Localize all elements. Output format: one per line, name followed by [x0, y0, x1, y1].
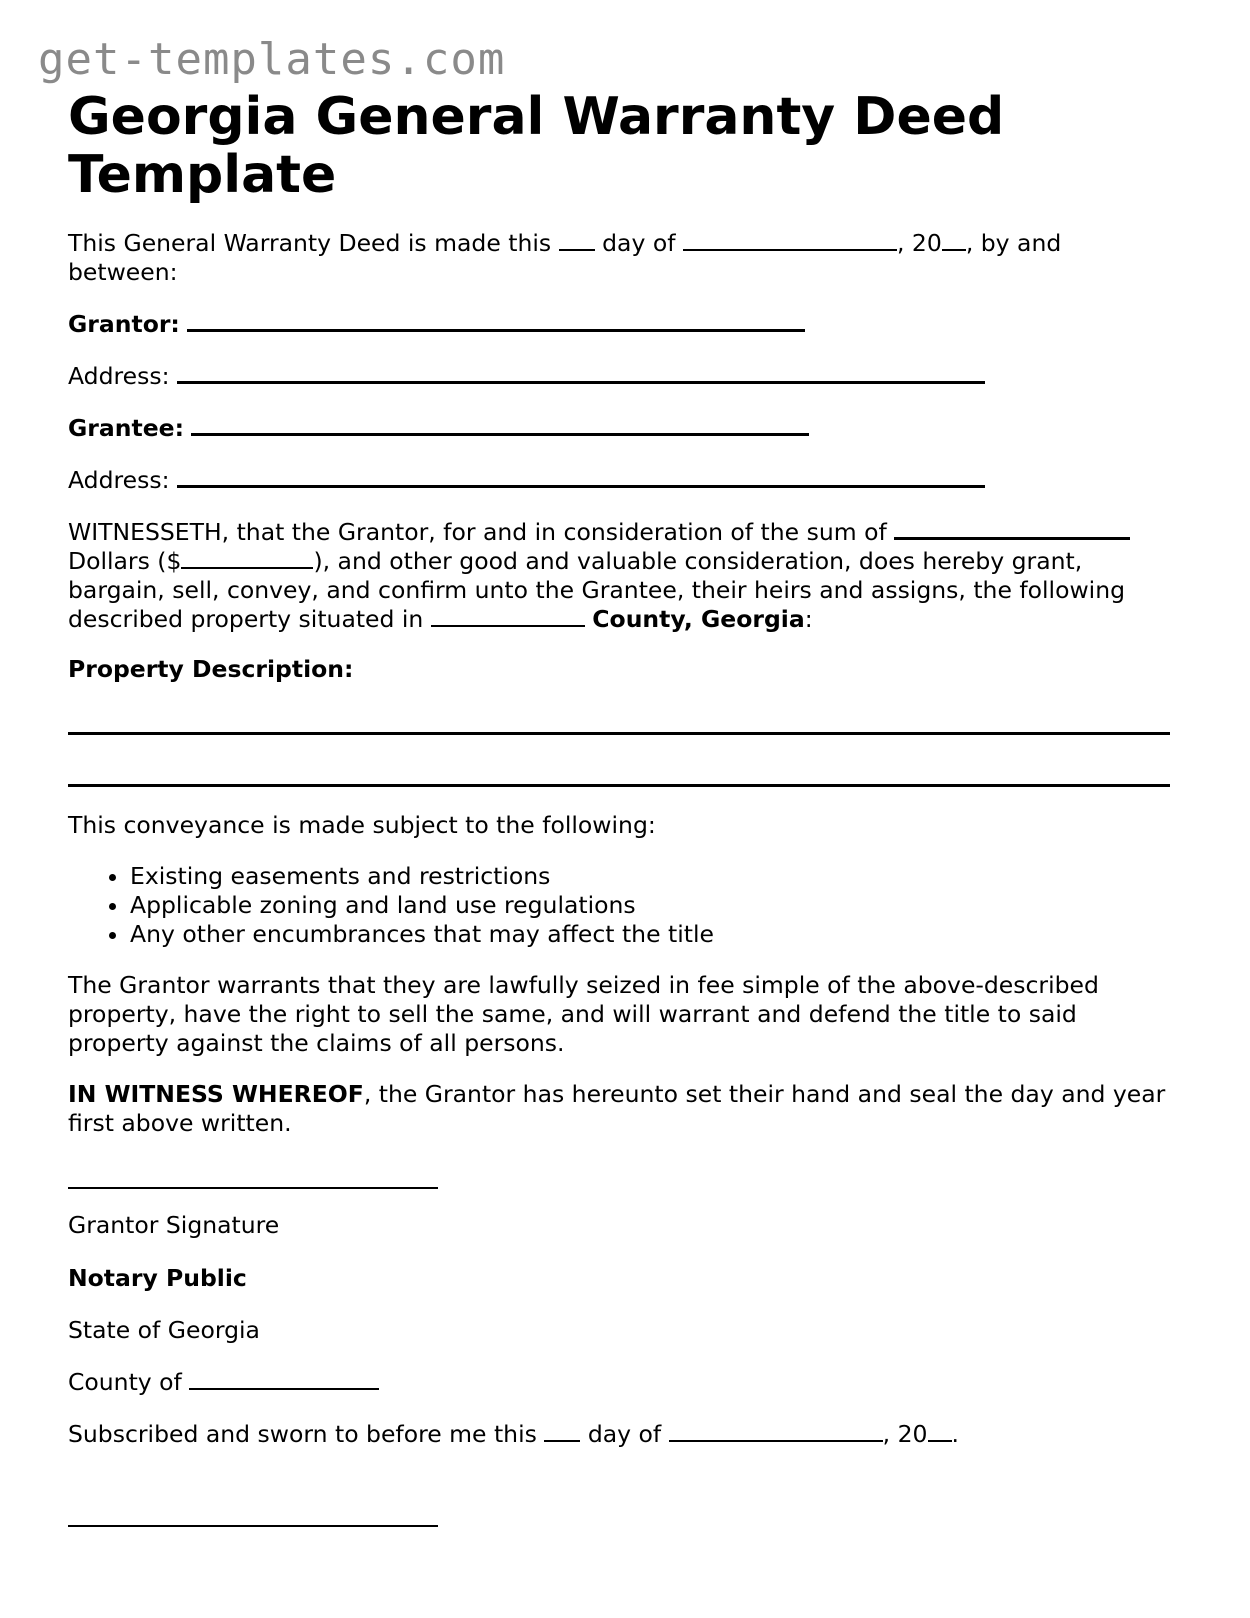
subject-list [68, 862, 1178, 949]
page-title: Georgia General Warranty Deed Template [68, 87, 1005, 205]
property-description-line-1[interactable] [68, 732, 1170, 735]
grantor-blank[interactable] [187, 328, 805, 332]
grantee-address-blank[interactable] [177, 484, 985, 488]
watermark: get-templates.com [38, 34, 506, 85]
grantee-blank[interactable] [191, 432, 809, 436]
county-blank[interactable] [431, 624, 585, 627]
grantor-address-label: Address: [68, 362, 170, 390]
notary-county-block [68, 1368, 1178, 1397]
year-blank[interactable] [942, 248, 966, 251]
grantor-line [68, 310, 1178, 339]
notary-year-blank[interactable] [928, 1439, 952, 1442]
intro-day-of: day of [602, 229, 676, 257]
county-georgia: County, Georgia [592, 605, 805, 633]
in-witness-bold: IN WITNESS WHEREOF [68, 1080, 364, 1108]
witnesseth-paragraph [68, 518, 1178, 634]
grantor-label: Grantor: [68, 310, 180, 338]
grantor-address-blank[interactable] [177, 380, 985, 384]
property-description-heading [68, 655, 1178, 684]
notary-county-blank[interactable] [189, 1387, 379, 1390]
month-blank[interactable] [683, 248, 897, 251]
grantor-signature-line[interactable] [68, 1187, 438, 1189]
property-description-line-2[interactable] [68, 784, 1170, 787]
notary-heading: Notary Public [68, 1264, 247, 1292]
intro-paragraph [68, 229, 1178, 287]
notary-day-of: day of [587, 1420, 662, 1448]
consideration-amount-blank[interactable] [181, 566, 313, 569]
notary-sworn-block [68, 1420, 1178, 1449]
grantor-signature-block [68, 1211, 1178, 1240]
warranty-text: The Grantor warrants that they are lawfully seized in fee simple of the above-described property, have the right to sell the same, and will warrant and defend the title to said property against the claims of all persons. [68, 971, 1099, 1057]
notary-day-blank[interactable] [544, 1439, 580, 1442]
grantee-label: Grantee: [68, 414, 184, 442]
subject-intro-text: This conveyance is made subject to the following: [68, 811, 656, 839]
day-blank[interactable] [559, 248, 595, 251]
list-item: • Existing easements and restrictions [130, 862, 1178, 891]
list-item: • Applicable zoning and land use regulations [130, 891, 1178, 920]
document-body [68, 88, 1178, 204]
notary-state: State of Georgia [68, 1316, 260, 1344]
intro-made-this: This General Warranty Deed is made this [68, 229, 552, 257]
witnesseth-dollars: Dollars ($ [68, 547, 182, 575]
notary-county-label: County of [68, 1368, 182, 1396]
witnesseth-part1: WITNESSETH, that the Grantor, for and in consideration of the sum of [68, 518, 887, 546]
notary-state-block [68, 1316, 1178, 1345]
grantee-address-line [68, 466, 1178, 495]
in-witness-rest: , the Grantor has hereunto set their hand and seal the day and year first above written. [68, 1080, 1166, 1137]
witnesseth-colon: : [804, 605, 813, 633]
consideration-words-blank[interactable] [894, 536, 1130, 540]
intro-by-and-between: , by and between: [68, 229, 1062, 286]
witnesseth-part2: ), and other good and valuable consideration, does hereby grant, bargain, sell, convey, and confirm unto the Grantee, their heirs and assigns, the following described property situated in [68, 547, 1126, 633]
grantee-line [68, 414, 1178, 443]
notary-month-blank[interactable] [669, 1439, 883, 1442]
grantor-signature-label: Grantor Signature [68, 1211, 280, 1239]
notary-signature-line[interactable] [68, 1525, 438, 1527]
in-witness-paragraph [68, 1080, 1178, 1138]
notary-sworn-prefix: Subscribed and sworn to before me this [68, 1420, 537, 1448]
notary-year-prefix: , 20 [882, 1420, 928, 1448]
subject-intro [68, 811, 1178, 840]
grantor-address-line [68, 362, 1178, 391]
warranty-paragraph [68, 971, 1178, 1058]
notary-heading-block [68, 1264, 1178, 1293]
notary-period: . [951, 1420, 959, 1448]
list-item: • Any other encumbrances that may affect the title [130, 920, 1178, 949]
property-description-label: Property Description: [68, 655, 354, 683]
intro-year-prefix: , 20 [896, 229, 942, 257]
grantee-address-label: Address: [68, 466, 170, 494]
